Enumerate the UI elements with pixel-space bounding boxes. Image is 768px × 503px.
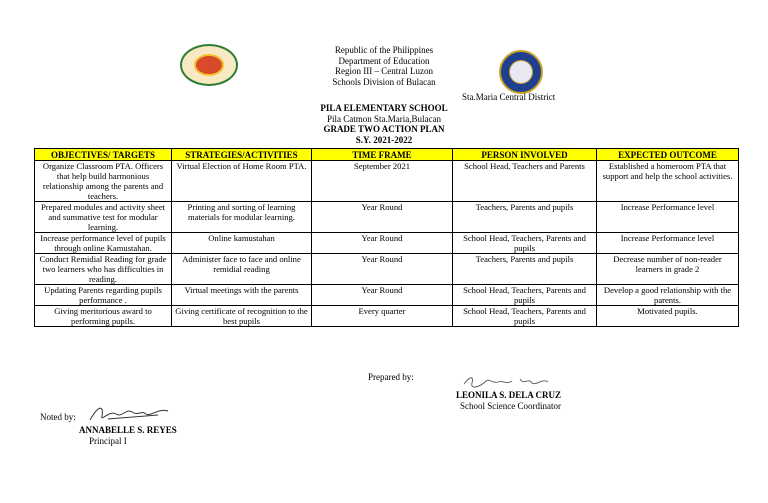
prepared-signature-icon bbox=[462, 374, 552, 390]
table-cell: Year Round bbox=[312, 233, 453, 254]
col-time-frame: TIME FRAME bbox=[312, 149, 453, 161]
table-row bbox=[35, 285, 739, 306]
header-line-3: Region III – Central Luzon bbox=[335, 66, 433, 76]
table-cell: Online kamustahan bbox=[172, 233, 312, 254]
table-cell: School Head, Teachers, Parents and pupils bbox=[453, 285, 597, 306]
table-cell: Established a homeroom PTA that support and help the school activities. bbox=[597, 161, 739, 202]
title-block bbox=[0, 103, 768, 145]
prepared-by-label: Prepared by: bbox=[368, 372, 414, 382]
school-name: PILA ELEMENTARY SCHOOL bbox=[320, 103, 448, 113]
table-cell: Increase Performance level bbox=[597, 202, 739, 233]
table-cell: Increase performance level of pupils through online Kamustahan. bbox=[35, 233, 172, 254]
table-cell: Giving certificate of recognition to the best pupils bbox=[172, 306, 312, 327]
col-person-involved: PERSON INVOLVED bbox=[453, 149, 597, 161]
table-cell: September 2021 bbox=[312, 161, 453, 202]
col-objectives: OBJECTIVES/ TARGETS bbox=[35, 149, 172, 161]
header-line-4: Schools Division of Bulacan bbox=[332, 76, 436, 87]
letterhead bbox=[0, 45, 768, 87]
table-cell: Administer face to face and online remidial reading bbox=[172, 254, 312, 285]
plan-title: GRADE TWO ACTION PLAN bbox=[323, 124, 445, 134]
table-cell: Prepared modules and activity sheet and summative test for modular learning. bbox=[35, 202, 172, 233]
noted-signature-icon bbox=[88, 402, 172, 424]
table-cell: Year Round bbox=[312, 285, 453, 306]
table-cell: Decrease number of non-reader learners in grade 2 bbox=[597, 254, 739, 285]
prepared-by-title: School Science Coordinator bbox=[460, 401, 561, 411]
col-expected-outcome: EXPECTED OUTCOME bbox=[597, 149, 739, 161]
table-cell: School Head, Teachers and Parents bbox=[453, 161, 597, 202]
table-cell: School Head, Teachers, Parents and pupils bbox=[453, 233, 597, 254]
table-cell: Develop a good relationship with the parents. bbox=[597, 285, 739, 306]
col-strategies: STRATEGIES/ACTIVITIES bbox=[172, 149, 312, 161]
table-cell: Updating Parents regarding pupils performance . bbox=[35, 285, 172, 306]
table-header-row bbox=[35, 149, 739, 161]
table-cell: Virtual Election of Home Room PTA. bbox=[172, 161, 312, 202]
prepared-by-name: LEONILA S. DELA CRUZ bbox=[456, 390, 562, 400]
action-plan-table bbox=[34, 148, 739, 327]
header-line-2: Department of Education bbox=[338, 55, 430, 66]
table-row bbox=[35, 306, 739, 327]
table-row bbox=[35, 161, 739, 202]
table-cell: Year Round bbox=[312, 254, 453, 285]
school-year: S.Y. 2021-2022 bbox=[355, 134, 413, 145]
table-row bbox=[35, 233, 739, 254]
table-cell: Organize Classroom PTA. Officers that help build harmonious relationship among the parents and teachers. bbox=[35, 161, 172, 202]
noted-by-title: Principal I bbox=[89, 436, 127, 446]
table-cell: Motivated pupils. bbox=[597, 306, 739, 327]
table-cell: Teachers, Parents and pupils bbox=[453, 202, 597, 233]
district-label: Sta.Maria Central District bbox=[462, 92, 556, 102]
table-cell: Printing and sorting of learning materials for modular learning. bbox=[172, 202, 312, 233]
table-cell: Conduct Remidial Reading for grade two learners who has difficulties in reading. bbox=[35, 254, 172, 285]
noted-by-label: Noted by: bbox=[40, 412, 76, 422]
table-cell: Giving meritorious award to performing pupils. bbox=[35, 306, 172, 327]
header-line-1: Republic of the Philippines bbox=[334, 45, 434, 55]
table-cell: Year Round bbox=[312, 202, 453, 233]
school-address: Pila Catmon Sta.Maria,Bulacan bbox=[327, 113, 441, 124]
table-cell: Teachers, Parents and pupils bbox=[453, 254, 597, 285]
table-cell: Virtual meetings with the parents bbox=[172, 285, 312, 306]
table-cell: School Head, Teachers, Parents and pupils bbox=[453, 306, 597, 327]
table-row bbox=[35, 254, 739, 285]
table-cell: Every quarter bbox=[312, 306, 453, 327]
table-row bbox=[35, 202, 739, 233]
noted-by-name: ANNABELLE S. REYES bbox=[79, 425, 177, 435]
table-cell: Increase Performance level bbox=[597, 233, 739, 254]
